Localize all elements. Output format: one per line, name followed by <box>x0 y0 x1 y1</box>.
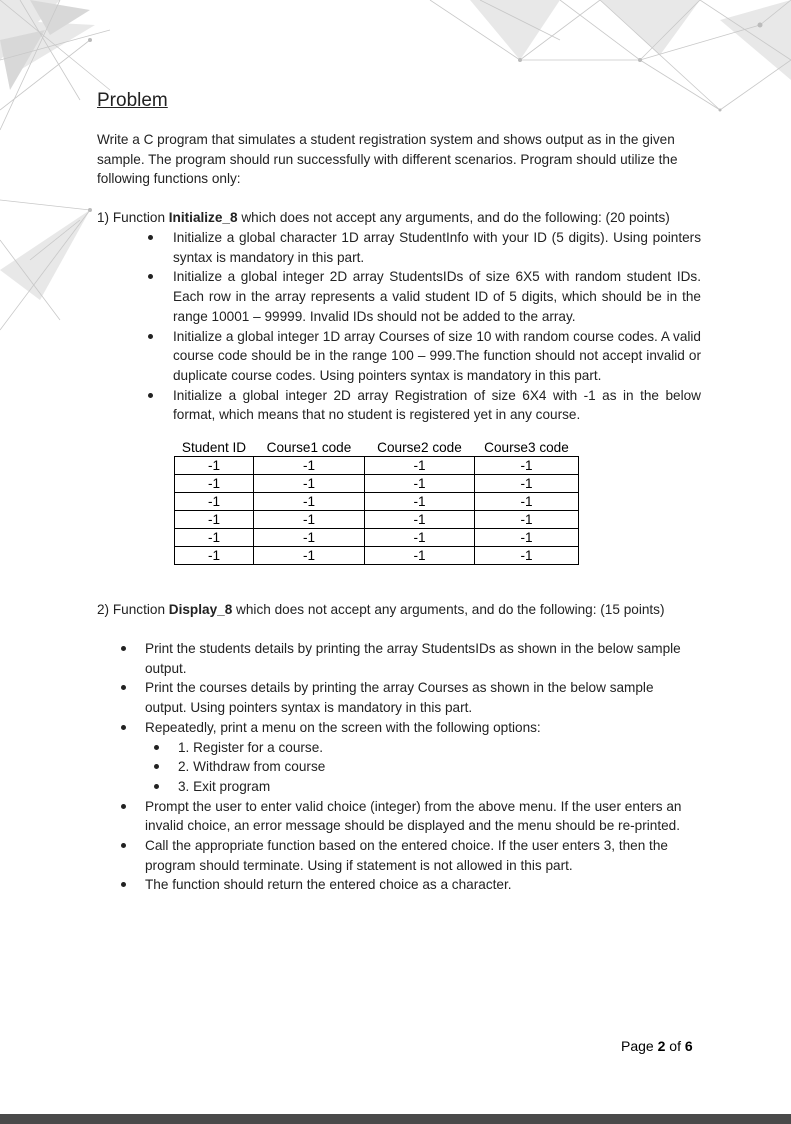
table-header-cell: Course1 code <box>254 438 365 457</box>
list-item: Initialize a global integer 2D array Registration of size 6X4 with -1 as in the below format, which means that no student is registered yet in any course. <box>145 386 701 425</box>
table-cell: -1 <box>475 493 579 511</box>
section1-heading <box>97 208 707 228</box>
table-cell: -1 <box>365 457 475 475</box>
section2-function-name: Display_8 <box>168 602 233 617</box>
list-item: Initialize a global character 1D array StudentInfo with your ID (5 digits). Using pointers syntax is mandatory in this part. <box>145 228 701 267</box>
table-header-cell: Course3 code <box>475 438 579 457</box>
menu-option: 1. Register for a course. <box>151 738 698 758</box>
section2-suffix: which does not accept any arguments, and do the following: (15 points) <box>232 602 665 617</box>
table-cell: -1 <box>254 547 365 565</box>
table-cell: -1 <box>365 529 475 547</box>
table-header-row <box>175 438 579 457</box>
page-word: Page <box>621 1038 658 1054</box>
table-row <box>175 511 579 529</box>
table-cell: -1 <box>475 547 579 565</box>
menu-option: 2. Withdraw from course <box>151 757 698 777</box>
registration-table <box>174 438 579 565</box>
table-header-cell: Student ID <box>175 438 254 457</box>
table-cell: -1 <box>475 457 579 475</box>
table-cell: -1 <box>175 475 254 493</box>
page-title: Problem <box>97 90 168 111</box>
menu-options-list <box>145 738 698 797</box>
section2-bullet-list <box>118 639 698 895</box>
table-header-cell: Course2 code <box>365 438 475 457</box>
list-item: The function should return the entered choice as a character. <box>118 875 698 895</box>
table-cell: -1 <box>254 457 365 475</box>
table-cell: -1 <box>365 547 475 565</box>
table-cell: -1 <box>475 529 579 547</box>
table-cell: -1 <box>365 493 475 511</box>
menu-intro-text: Repeatedly, print a menu on the screen with the following options: <box>145 719 541 735</box>
table-cell: -1 <box>175 493 254 511</box>
section2-prefix: 2) Function <box>97 602 169 617</box>
page-current: 2 <box>657 1038 666 1054</box>
list-item: Print the courses details by printing the array Courses as shown in the below sample output. Using pointers syntax is mandatory in this part. <box>118 678 698 717</box>
table-cell: -1 <box>175 457 254 475</box>
section1-bullet-list <box>145 228 701 425</box>
table-row <box>175 457 579 475</box>
section2-heading <box>97 600 695 620</box>
section1-suffix: which does not accept any arguments, and do the following: (20 points) <box>237 210 670 225</box>
section1-prefix: 1) Function <box>97 210 169 225</box>
list-item: Initialize a global integer 2D array StudentsIDs of size 6X5 with random student IDs. Each row in the array represents a valid student ID of 5 digits, which should be in the range 10001 – 99999. Invalid IDs should not be added to the array. <box>145 267 701 326</box>
page-of: of <box>665 1038 685 1054</box>
menu-option: 3. Exit program <box>151 777 698 797</box>
table-row <box>175 529 579 547</box>
table-cell: -1 <box>365 475 475 493</box>
list-item: Initialize a global integer 1D array Courses of size 10 with random course codes. A valid course code should be in the range 100 – 999.The function should not accept invalid or duplicate course codes. Using pointers syntax is mandatory in this part. <box>145 327 701 386</box>
table-cell: -1 <box>254 529 365 547</box>
table-cell: -1 <box>475 475 579 493</box>
page-number <box>621 1037 693 1057</box>
table-cell: -1 <box>254 493 365 511</box>
table-cell: -1 <box>254 511 365 529</box>
list-item: Print the students details by printing the array StudentsIDs as shown in the below sample output. <box>118 639 698 678</box>
table-row <box>175 547 579 565</box>
intro-paragraph: Write a C program that simulates a student registration system and shows output as in the given sample. The program should run successfully with different scenarios. Program should utilize the following functions only: <box>97 132 678 187</box>
table-cell: -1 <box>365 511 475 529</box>
page-total: 6 <box>684 1038 693 1054</box>
table-cell: -1 <box>475 511 579 529</box>
table-cell: -1 <box>175 529 254 547</box>
list-item: Call the appropriate function based on the entered choice. If the user enters 3, then the program should terminate. Using if statement is not allowed in this part. <box>118 836 698 875</box>
list-item <box>118 718 698 797</box>
table-row <box>175 475 579 493</box>
table-row <box>175 493 579 511</box>
section1-function-name: Initialize_8 <box>168 210 238 225</box>
table-cell: -1 <box>175 547 254 565</box>
table-cell: -1 <box>175 511 254 529</box>
table-cell: -1 <box>254 475 365 493</box>
list-item: Prompt the user to enter valid choice (integer) from the above menu. If the user enters an invalid choice, an error message should be displayed and the menu should be re-printed. <box>118 797 698 836</box>
bottom-border <box>0 1114 791 1124</box>
